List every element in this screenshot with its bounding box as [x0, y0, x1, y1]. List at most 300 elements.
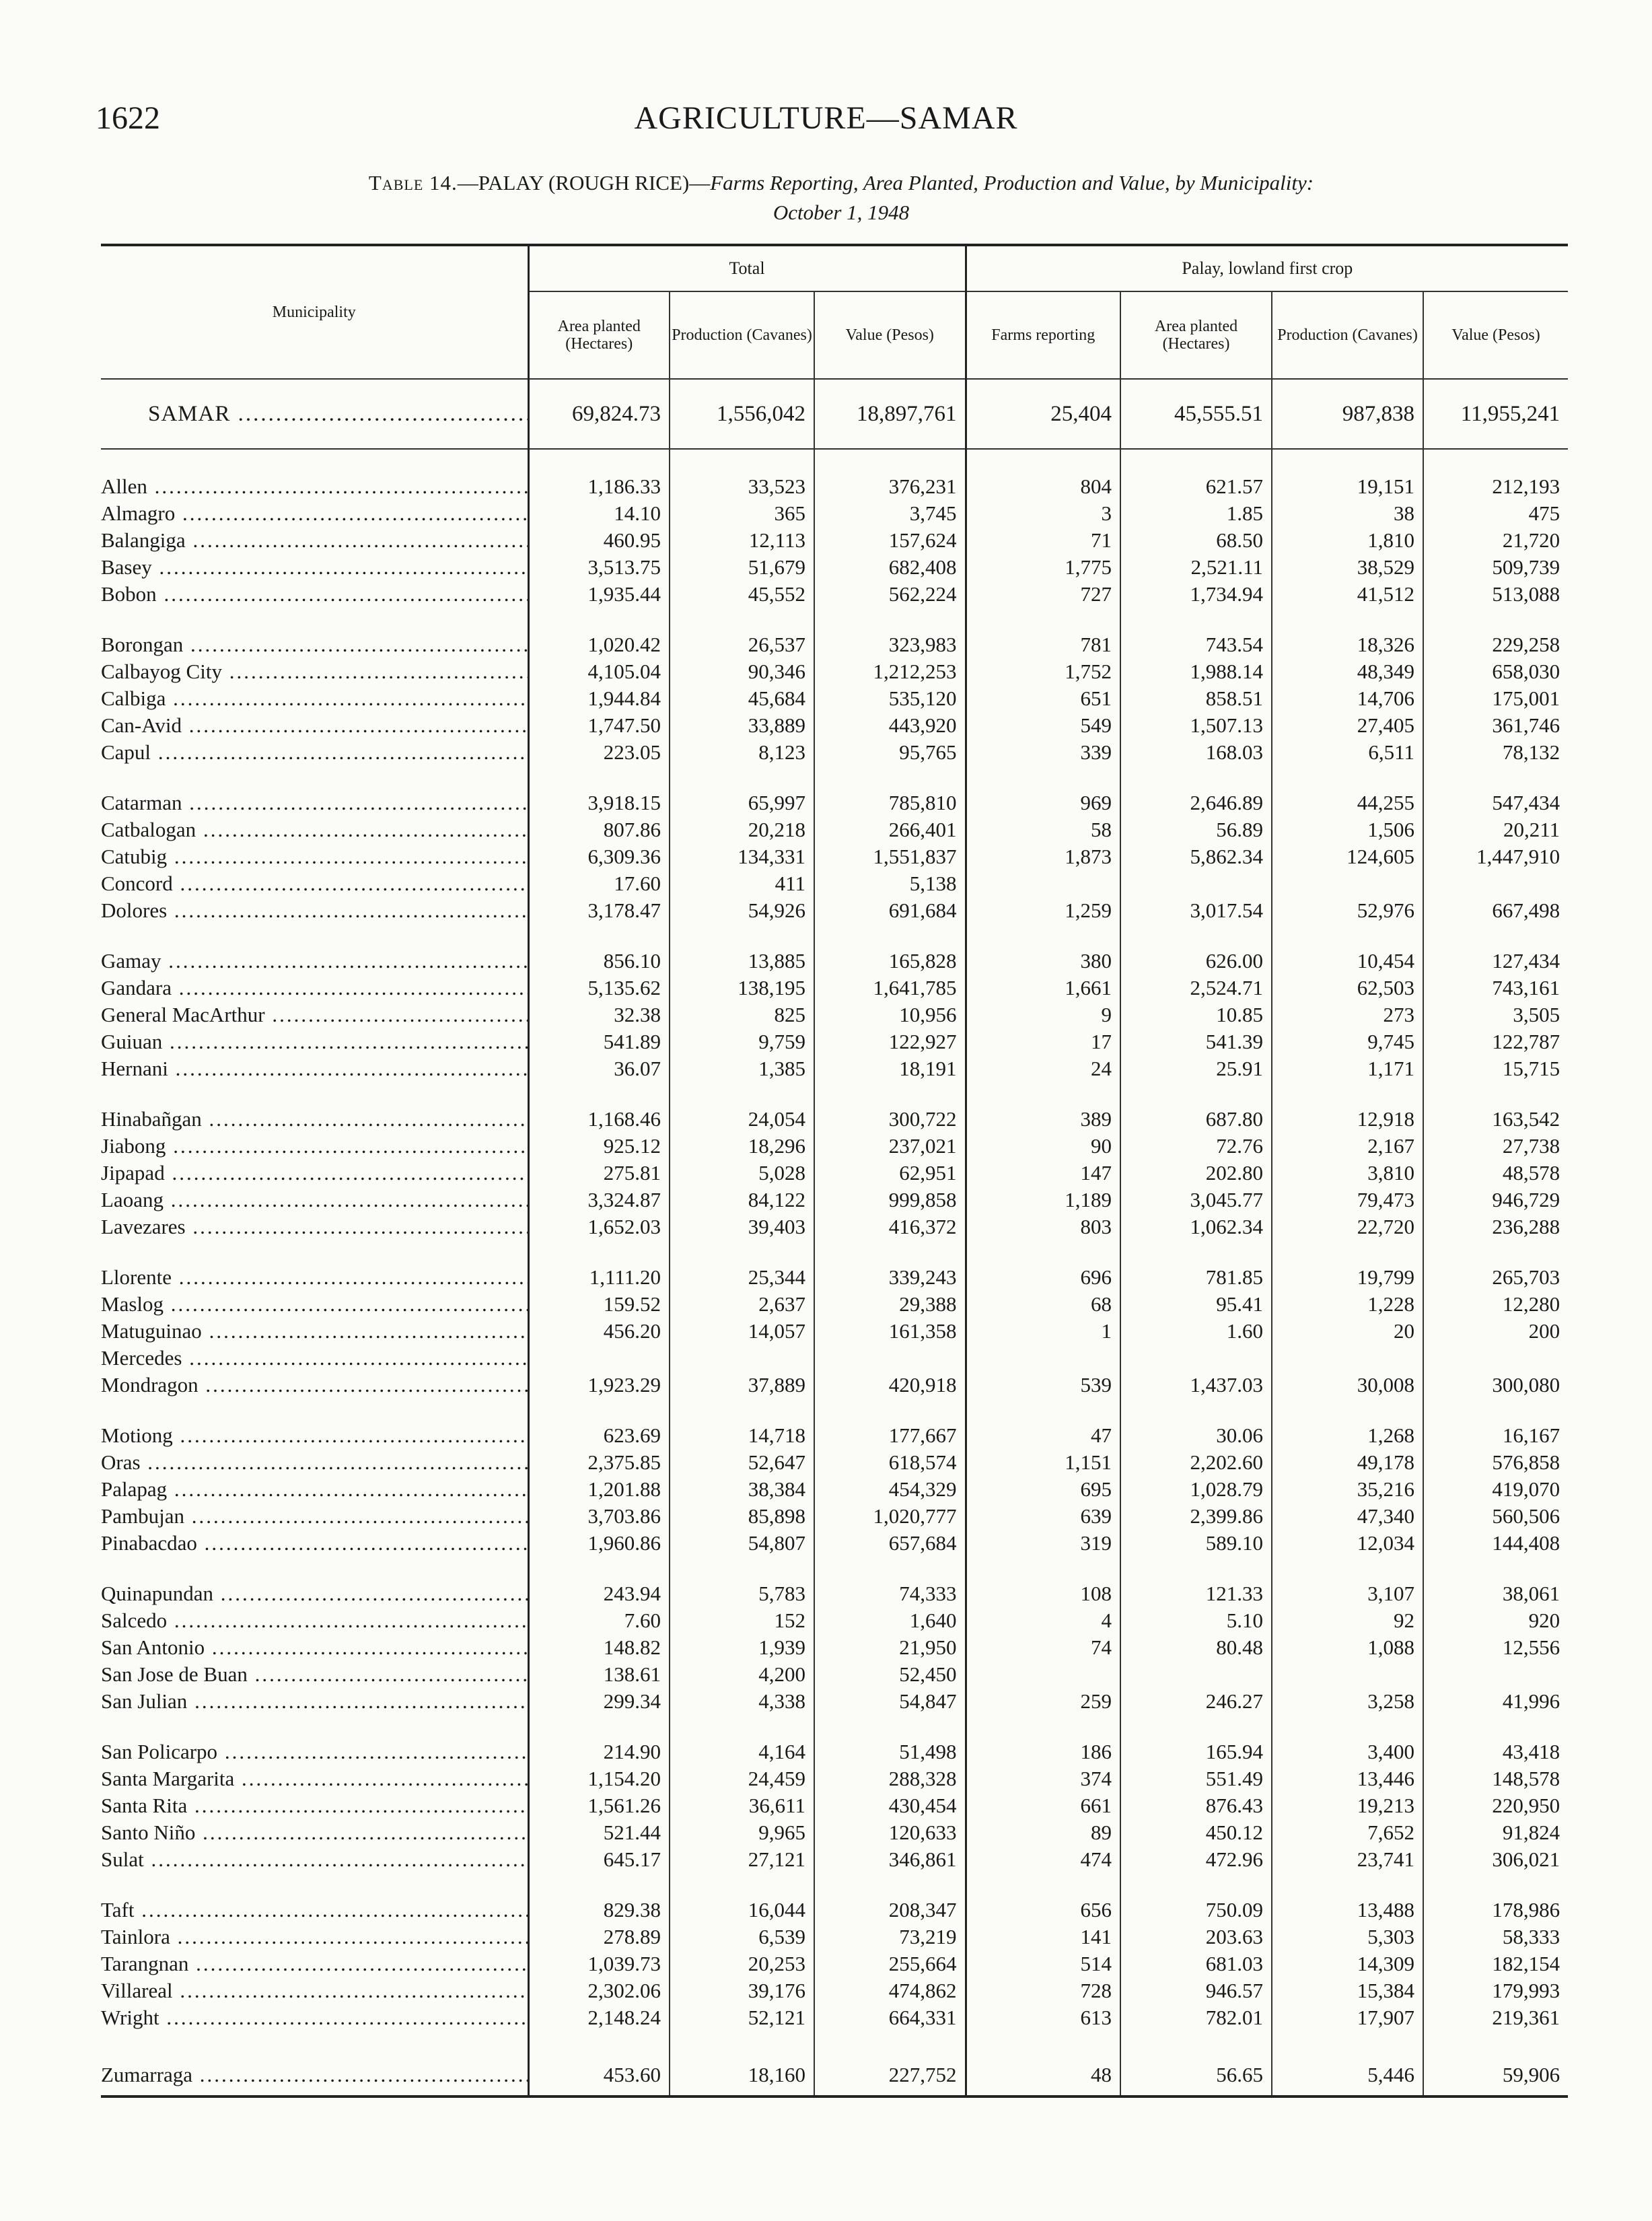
- table-cell: 4,164: [670, 1738, 814, 1765]
- table-cell: 6,511: [1272, 739, 1423, 766]
- table-cell: 1,775: [966, 554, 1120, 581]
- table-cell: 727: [966, 581, 1120, 608]
- table-row: [101, 1688, 1568, 1715]
- table-cell: 9,965: [670, 1819, 814, 1846]
- table-cell: [1423, 870, 1568, 897]
- table-cell: 474,862: [814, 1977, 966, 2004]
- table-cell: 38: [1272, 500, 1423, 527]
- table-cell: 122,927: [814, 1028, 966, 1055]
- table-cell: 1,873: [966, 843, 1120, 870]
- table-cell: 48,349: [1272, 658, 1423, 685]
- table-cell: 2,524.71: [1120, 975, 1272, 1001]
- table-cell: 1,228: [1272, 1291, 1423, 1318]
- municipality-name: Matuguinao .....: [101, 1319, 528, 1343]
- municipality-name: Maslog .....: [101, 1292, 528, 1316]
- table-cell: 513,088: [1423, 581, 1568, 608]
- province-total-row: [101, 379, 1568, 449]
- municipality-name: Santo Niño .....: [101, 1821, 528, 1845]
- table-cell: 212,193: [1423, 473, 1568, 500]
- table-cell: 589.10: [1120, 1530, 1272, 1557]
- municipality-name: Hinabañgan .....: [101, 1107, 528, 1131]
- table-cell: 3,703.86: [528, 1503, 670, 1530]
- municipality-name: Basey .....: [101, 555, 528, 579]
- table-cell: 562,224: [814, 581, 966, 608]
- table-cell: 62,503: [1272, 975, 1423, 1001]
- col-header: Value (Pesos): [1423, 291, 1568, 379]
- table-cell: 691,684: [814, 897, 966, 924]
- table-cell: 122,787: [1423, 1028, 1568, 1055]
- table-cell: 339,243: [814, 1264, 966, 1291]
- table-row: [101, 473, 1568, 500]
- table-cell: 1,020.42: [528, 631, 670, 658]
- table-cell: 19,151: [1272, 473, 1423, 500]
- col-header: Value (Pesos): [814, 291, 966, 379]
- table-cell: 695: [966, 1476, 1120, 1503]
- table-cell: 18,326: [1272, 631, 1423, 658]
- municipality-name: San Policarpo .....: [101, 1740, 528, 1764]
- table-cell: 179,993: [1423, 1977, 1568, 2004]
- table-cell: 13,488: [1272, 1897, 1423, 1924]
- municipality-name: Catbalogan .....: [101, 818, 528, 842]
- table-cell: [528, 1345, 670, 1372]
- table-row: [101, 789, 1568, 816]
- table-cell: 95,765: [814, 739, 966, 766]
- table-row: [101, 1345, 1568, 1372]
- table-cell: 91,824: [1423, 1819, 1568, 1846]
- palay-table: [101, 244, 1568, 2098]
- table-cell: 43,418: [1423, 1738, 1568, 1765]
- table-cell: 3,045.77: [1120, 1187, 1272, 1213]
- municipality-name: Concord .....: [101, 872, 528, 896]
- table-cell: 84,122: [670, 1187, 814, 1213]
- table-row: [101, 500, 1568, 527]
- table-row: [101, 948, 1568, 975]
- table-cell: 1,960.86: [528, 1530, 670, 1557]
- table-row: [101, 1607, 1568, 1634]
- table-row: [101, 1028, 1568, 1055]
- table-cell: 299.34: [528, 1688, 670, 1715]
- table-row: [101, 1846, 1568, 1873]
- table-cell: 178,986: [1423, 1897, 1568, 1924]
- table-cell: 255,664: [814, 1950, 966, 1977]
- table-cell: 1,935.44: [528, 581, 670, 608]
- table-cell: 2,637: [670, 1291, 814, 1318]
- group-spacer: [101, 1240, 1568, 1264]
- table-cell: 339: [966, 739, 1120, 766]
- table-cell: 14,309: [1272, 1950, 1423, 1977]
- table-cell: 1,268: [1272, 1422, 1423, 1449]
- table-cell: 925.12: [528, 1133, 670, 1160]
- table-cell: 51,679: [670, 554, 814, 581]
- table-cell: 1,506: [1272, 816, 1423, 843]
- table-cell: 521.44: [528, 1819, 670, 1846]
- table-cell: 651: [966, 685, 1120, 712]
- table-row: [101, 581, 1568, 608]
- table-cell: 420,918: [814, 1372, 966, 1399]
- table-body: [101, 379, 1568, 2096]
- table-cell: 58,333: [1423, 1924, 1568, 1950]
- table-cell: 1,171: [1272, 1055, 1423, 1082]
- table-cell: 1.60: [1120, 1318, 1272, 1345]
- col-header: Farms reporting: [966, 291, 1120, 379]
- table-cell: 829.38: [528, 1897, 670, 1924]
- table-cell: 89: [966, 1819, 1120, 1846]
- table-cell: 18,160: [670, 2055, 814, 2096]
- table-cell: 1,201.88: [528, 1476, 670, 1503]
- table-row: [101, 1819, 1568, 1846]
- table-row: [101, 816, 1568, 843]
- table-cell: 17,907: [1272, 2004, 1423, 2031]
- municipality-name: Calbayog City .....: [101, 660, 528, 684]
- table-cell: 3,505: [1423, 1001, 1568, 1028]
- table-cell: 5,862.34: [1120, 843, 1272, 870]
- table-cell: [1423, 1661, 1568, 1688]
- table-cell: 1,923.29: [528, 1372, 670, 1399]
- table-cell: 1,088: [1272, 1634, 1423, 1661]
- table-cell: 208,347: [814, 1897, 966, 1924]
- table-cell: [966, 1661, 1120, 1688]
- municipality-name: Oras .....: [101, 1450, 528, 1475]
- table-cell: 161,358: [814, 1318, 966, 1345]
- table-row: [101, 1372, 1568, 1399]
- table-cell: 509,739: [1423, 554, 1568, 581]
- table-cell: 781.85: [1120, 1264, 1272, 1291]
- table-row: [101, 843, 1568, 870]
- table-row: [101, 2004, 1568, 2031]
- table-cell: 33,523: [670, 473, 814, 500]
- table-cell: 1,039.73: [528, 1950, 670, 1977]
- table-cell: 319: [966, 1530, 1120, 1557]
- table-cell: 152: [670, 1607, 814, 1634]
- table-cell: 346,861: [814, 1846, 966, 1873]
- table-cell: 453.60: [528, 2055, 670, 2096]
- table-cell: 144,408: [1423, 1530, 1568, 1557]
- municipality-name: Wright .....: [101, 2006, 528, 2030]
- municipality-name: Zumarraga .....: [101, 2063, 528, 2087]
- table-cell: 618,574: [814, 1449, 966, 1476]
- table-cell: 23,741: [1272, 1846, 1423, 1873]
- municipality-name: Capul .....: [101, 740, 528, 765]
- municipality-name: Jiabong .....: [101, 1134, 528, 1158]
- table-row: [101, 1001, 1568, 1028]
- table-cell: 273: [1272, 1001, 1423, 1028]
- table-cell: 21,720: [1423, 527, 1568, 554]
- table-cell: 124,605: [1272, 843, 1423, 870]
- page-number: 1622: [96, 100, 160, 136]
- table-cell: 1,385: [670, 1055, 814, 1082]
- table-cell: 549: [966, 712, 1120, 739]
- table-cell: 3,745: [814, 500, 966, 527]
- table-cell: 74: [966, 1634, 1120, 1661]
- table-cell: 696: [966, 1264, 1120, 1291]
- table-row: [101, 1422, 1568, 1449]
- total-cell: 1,556,042: [670, 379, 814, 449]
- table-cell: 30.06: [1120, 1422, 1272, 1449]
- table-cell: 14,706: [1272, 685, 1423, 712]
- table-cell: 5,138: [814, 870, 966, 897]
- table-cell: 138,195: [670, 975, 814, 1001]
- table-cell: 3,017.54: [1120, 897, 1272, 924]
- table-cell: [814, 1345, 966, 1372]
- table-cell: 14,718: [670, 1422, 814, 1449]
- municipality-name: Laoang .....: [101, 1188, 528, 1212]
- table-cell: 219,361: [1423, 2004, 1568, 2031]
- table-row: [101, 1449, 1568, 1476]
- municipality-name: Allen .....: [101, 474, 528, 499]
- table-cell: 59,906: [1423, 2055, 1568, 2096]
- table-cell: 456.20: [528, 1318, 670, 1345]
- table-cell: 430,454: [814, 1792, 966, 1819]
- municipality-name: Borongan .....: [101, 633, 528, 657]
- table-cell: 108: [966, 1580, 1120, 1607]
- table-cell: 2,167: [1272, 1133, 1423, 1160]
- municipality-name: Can-Avid .....: [101, 713, 528, 738]
- table-cell: 15,384: [1272, 1977, 1423, 2004]
- table-cell: 12,113: [670, 527, 814, 554]
- table-cell: 38,529: [1272, 554, 1423, 581]
- table-cell: 45,684: [670, 685, 814, 712]
- col-header: Area planted (Hectares): [1120, 291, 1272, 379]
- table-cell: 41,512: [1272, 581, 1423, 608]
- table-cell: 365: [670, 500, 814, 527]
- table-cell: 514: [966, 1950, 1120, 1977]
- table-cell: 20,253: [670, 1950, 814, 1977]
- table-cell: 3,810: [1272, 1160, 1423, 1187]
- table-cell: 20,211: [1423, 816, 1568, 843]
- table-cell: 7.60: [528, 1607, 670, 1634]
- table-cell: 1,189: [966, 1187, 1120, 1213]
- table-cell: 175,001: [1423, 685, 1568, 712]
- table-cell: 48,578: [1423, 1160, 1568, 1187]
- municipality-name: San Jose de Buan .....: [101, 1662, 528, 1687]
- table-cell: 374: [966, 1765, 1120, 1792]
- table-cell: 613: [966, 2004, 1120, 2031]
- table-cell: 3,324.87: [528, 1187, 670, 1213]
- table-cell: 24,054: [670, 1106, 814, 1133]
- table-cell: 541.39: [1120, 1028, 1272, 1055]
- municipality-name: Tarangnan .....: [101, 1952, 528, 1976]
- table-row: [101, 2055, 1568, 2096]
- table-cell: 547,434: [1423, 789, 1568, 816]
- table-cell: 460.95: [528, 527, 670, 554]
- municipality-name: Lavezares .....: [101, 1215, 528, 1239]
- total-cell: 18,897,761: [814, 379, 966, 449]
- table-cell: 159.52: [528, 1291, 670, 1318]
- table-cell: 220,950: [1423, 1792, 1568, 1819]
- table-cell: [670, 1345, 814, 1372]
- total-cell: 25,404: [966, 379, 1120, 449]
- table-cell: 1,020,777: [814, 1503, 966, 1530]
- table-cell: 168.03: [1120, 739, 1272, 766]
- table-cell: 682,408: [814, 554, 966, 581]
- table-cell: 12,280: [1423, 1291, 1568, 1318]
- municipality-name: Gandara .....: [101, 976, 528, 1000]
- table-cell: 35,216: [1272, 1476, 1423, 1503]
- table-cell: 825: [670, 1001, 814, 1028]
- table-cell: 165.94: [1120, 1738, 1272, 1765]
- table-cell: 1,259: [966, 897, 1120, 924]
- municipality-name: Gamay .....: [101, 949, 528, 973]
- table-row: [101, 1738, 1568, 1765]
- table-cell: 21,950: [814, 1634, 966, 1661]
- table-cell: 27,121: [670, 1846, 814, 1873]
- table-cell: 3,107: [1272, 1580, 1423, 1607]
- table-cell: 36,611: [670, 1792, 814, 1819]
- table-cell: 781: [966, 631, 1120, 658]
- table-cell: 1,810: [1272, 527, 1423, 554]
- table-cell: 16,044: [670, 1897, 814, 1924]
- table-cell: 165,828: [814, 948, 966, 975]
- caption-label: Table 14.: [368, 171, 458, 195]
- table-cell: 47: [966, 1422, 1120, 1449]
- group-spacer: [101, 1082, 1568, 1106]
- table-cell: 259: [966, 1688, 1120, 1715]
- table-cell: 203.63: [1120, 1924, 1272, 1950]
- table-cell: 661: [966, 1792, 1120, 1819]
- table-cell: 3,400: [1272, 1738, 1423, 1765]
- table-cell: 15,715: [1423, 1055, 1568, 1082]
- table-cell: 2,302.06: [528, 1977, 670, 2004]
- table-cell: 626.00: [1120, 948, 1272, 975]
- table-cell: 639: [966, 1503, 1120, 1530]
- table-cell: 41,996: [1423, 1688, 1568, 1715]
- col-header: Production (Cavanes): [670, 291, 814, 379]
- table-cell: 52,450: [814, 1661, 966, 1688]
- table-cell: 38,061: [1423, 1580, 1568, 1607]
- table-cell: 1,661: [966, 975, 1120, 1001]
- lowland-group-header: Palay, lowland first crop: [966, 245, 1568, 291]
- table-row: [101, 1160, 1568, 1187]
- table-row: [101, 975, 1568, 1001]
- table-cell: 288,328: [814, 1765, 966, 1792]
- municipality-name: Guiuan .....: [101, 1030, 528, 1054]
- municipality-name: Salcedo .....: [101, 1609, 528, 1633]
- table-row: [101, 1264, 1568, 1291]
- table-cell: 202.80: [1120, 1160, 1272, 1187]
- table-cell: 416,372: [814, 1213, 966, 1240]
- table-cell: 450.12: [1120, 1819, 1272, 1846]
- municipality-name: Catarman .....: [101, 791, 528, 815]
- table-cell: 56.65: [1120, 2055, 1272, 2096]
- table-cell: 38,384: [670, 1476, 814, 1503]
- group-spacer: [101, 1399, 1568, 1422]
- table-cell: 1: [966, 1318, 1120, 1345]
- table-row: [101, 1897, 1568, 1924]
- table-cell: 361,746: [1423, 712, 1568, 739]
- municipality-name: Hernani .....: [101, 1057, 528, 1081]
- municipality-name: Catubig .....: [101, 845, 528, 869]
- table-cell: 90,346: [670, 658, 814, 685]
- col-header: Production (Cavanes): [1272, 291, 1423, 379]
- table-cell: 1,111.20: [528, 1264, 670, 1291]
- table-cell: 17.60: [528, 870, 670, 897]
- table-cell: 4,105.04: [528, 658, 670, 685]
- table-cell: 186: [966, 1738, 1120, 1765]
- municipality-name: Pinabacdao .....: [101, 1531, 528, 1555]
- table-cell: 4: [966, 1607, 1120, 1634]
- table-cell: 5,028: [670, 1160, 814, 1187]
- table-row: [101, 1055, 1568, 1082]
- table-cell: 54,807: [670, 1530, 814, 1557]
- table-cell: 1,212,253: [814, 658, 966, 685]
- municipality-name: Santa Rita .....: [101, 1794, 528, 1818]
- table-cell: 1,641,785: [814, 975, 966, 1001]
- table-cell: 177,667: [814, 1422, 966, 1449]
- table-cell: 389: [966, 1106, 1120, 1133]
- table-cell: 475: [1423, 500, 1568, 527]
- table-cell: 80.48: [1120, 1634, 1272, 1661]
- table-cell: 12,918: [1272, 1106, 1423, 1133]
- table-cell: 9,759: [670, 1028, 814, 1055]
- table-cell: 1,437.03: [1120, 1372, 1272, 1399]
- table-cell: 33,889: [670, 712, 814, 739]
- table-row: [101, 1765, 1568, 1792]
- table-cell: 246.27: [1120, 1688, 1272, 1715]
- table-cell: 36.07: [528, 1055, 670, 1082]
- table-cell: 20,218: [670, 816, 814, 843]
- group-spacer: [101, 924, 1568, 948]
- table-cell: 1,507.13: [1120, 712, 1272, 739]
- table-cell: 474: [966, 1846, 1120, 1873]
- table-row: [101, 631, 1568, 658]
- table-cell: 200: [1423, 1318, 1568, 1345]
- table-cell: 45,552: [670, 581, 814, 608]
- table-cell: 785,810: [814, 789, 966, 816]
- total-cell: 69,824.73: [528, 379, 670, 449]
- table-cell: 541.89: [528, 1028, 670, 1055]
- table-row: [101, 658, 1568, 685]
- table-cell: 44,255: [1272, 789, 1423, 816]
- municipality-header: Municipality: [101, 245, 528, 379]
- table-cell: 687.80: [1120, 1106, 1272, 1133]
- table-cell: 1,151: [966, 1449, 1120, 1476]
- table-cell: 141: [966, 1924, 1120, 1950]
- table-cell: 2,521.11: [1120, 554, 1272, 581]
- table-cell: 26,537: [670, 631, 814, 658]
- table-cell: 147: [966, 1160, 1120, 1187]
- table-cell: 1,747.50: [528, 712, 670, 739]
- table-cell: 13,446: [1272, 1765, 1423, 1792]
- table-cell: 1,551,837: [814, 843, 966, 870]
- table-cell: 13,885: [670, 948, 814, 975]
- table-cell: 54,926: [670, 897, 814, 924]
- table-caption: [101, 168, 1581, 227]
- table-cell: 10,956: [814, 1001, 966, 1028]
- table-cell: 79,473: [1272, 1187, 1423, 1213]
- table-cell: 54,847: [814, 1688, 966, 1715]
- table-row: [101, 1291, 1568, 1318]
- table-row: [101, 685, 1568, 712]
- municipality-name: Pambujan .....: [101, 1504, 528, 1528]
- municipality-name: Bobon .....: [101, 582, 528, 606]
- table-cell: 78,132: [1423, 739, 1568, 766]
- table-cell: 278.89: [528, 1924, 670, 1950]
- municipality-name: Palapag .....: [101, 1477, 528, 1502]
- table-cell: 62,951: [814, 1160, 966, 1187]
- caption-title: —PALAY (ROUGH RICE)—: [457, 171, 711, 195]
- table-cell: 68.50: [1120, 527, 1272, 554]
- table-cell: 1,939: [670, 1634, 814, 1661]
- table-cell: [966, 870, 1120, 897]
- table-cell: 419,070: [1423, 1476, 1568, 1503]
- table-cell: 73,219: [814, 1924, 966, 1950]
- table-cell: 1.85: [1120, 500, 1272, 527]
- table-cell: 243.94: [528, 1580, 670, 1607]
- table-cell: 1,752: [966, 658, 1120, 685]
- table-cell: 804: [966, 473, 1120, 500]
- table-cell: 2,646.89: [1120, 789, 1272, 816]
- municipality-name: Sulat .....: [101, 1847, 528, 1872]
